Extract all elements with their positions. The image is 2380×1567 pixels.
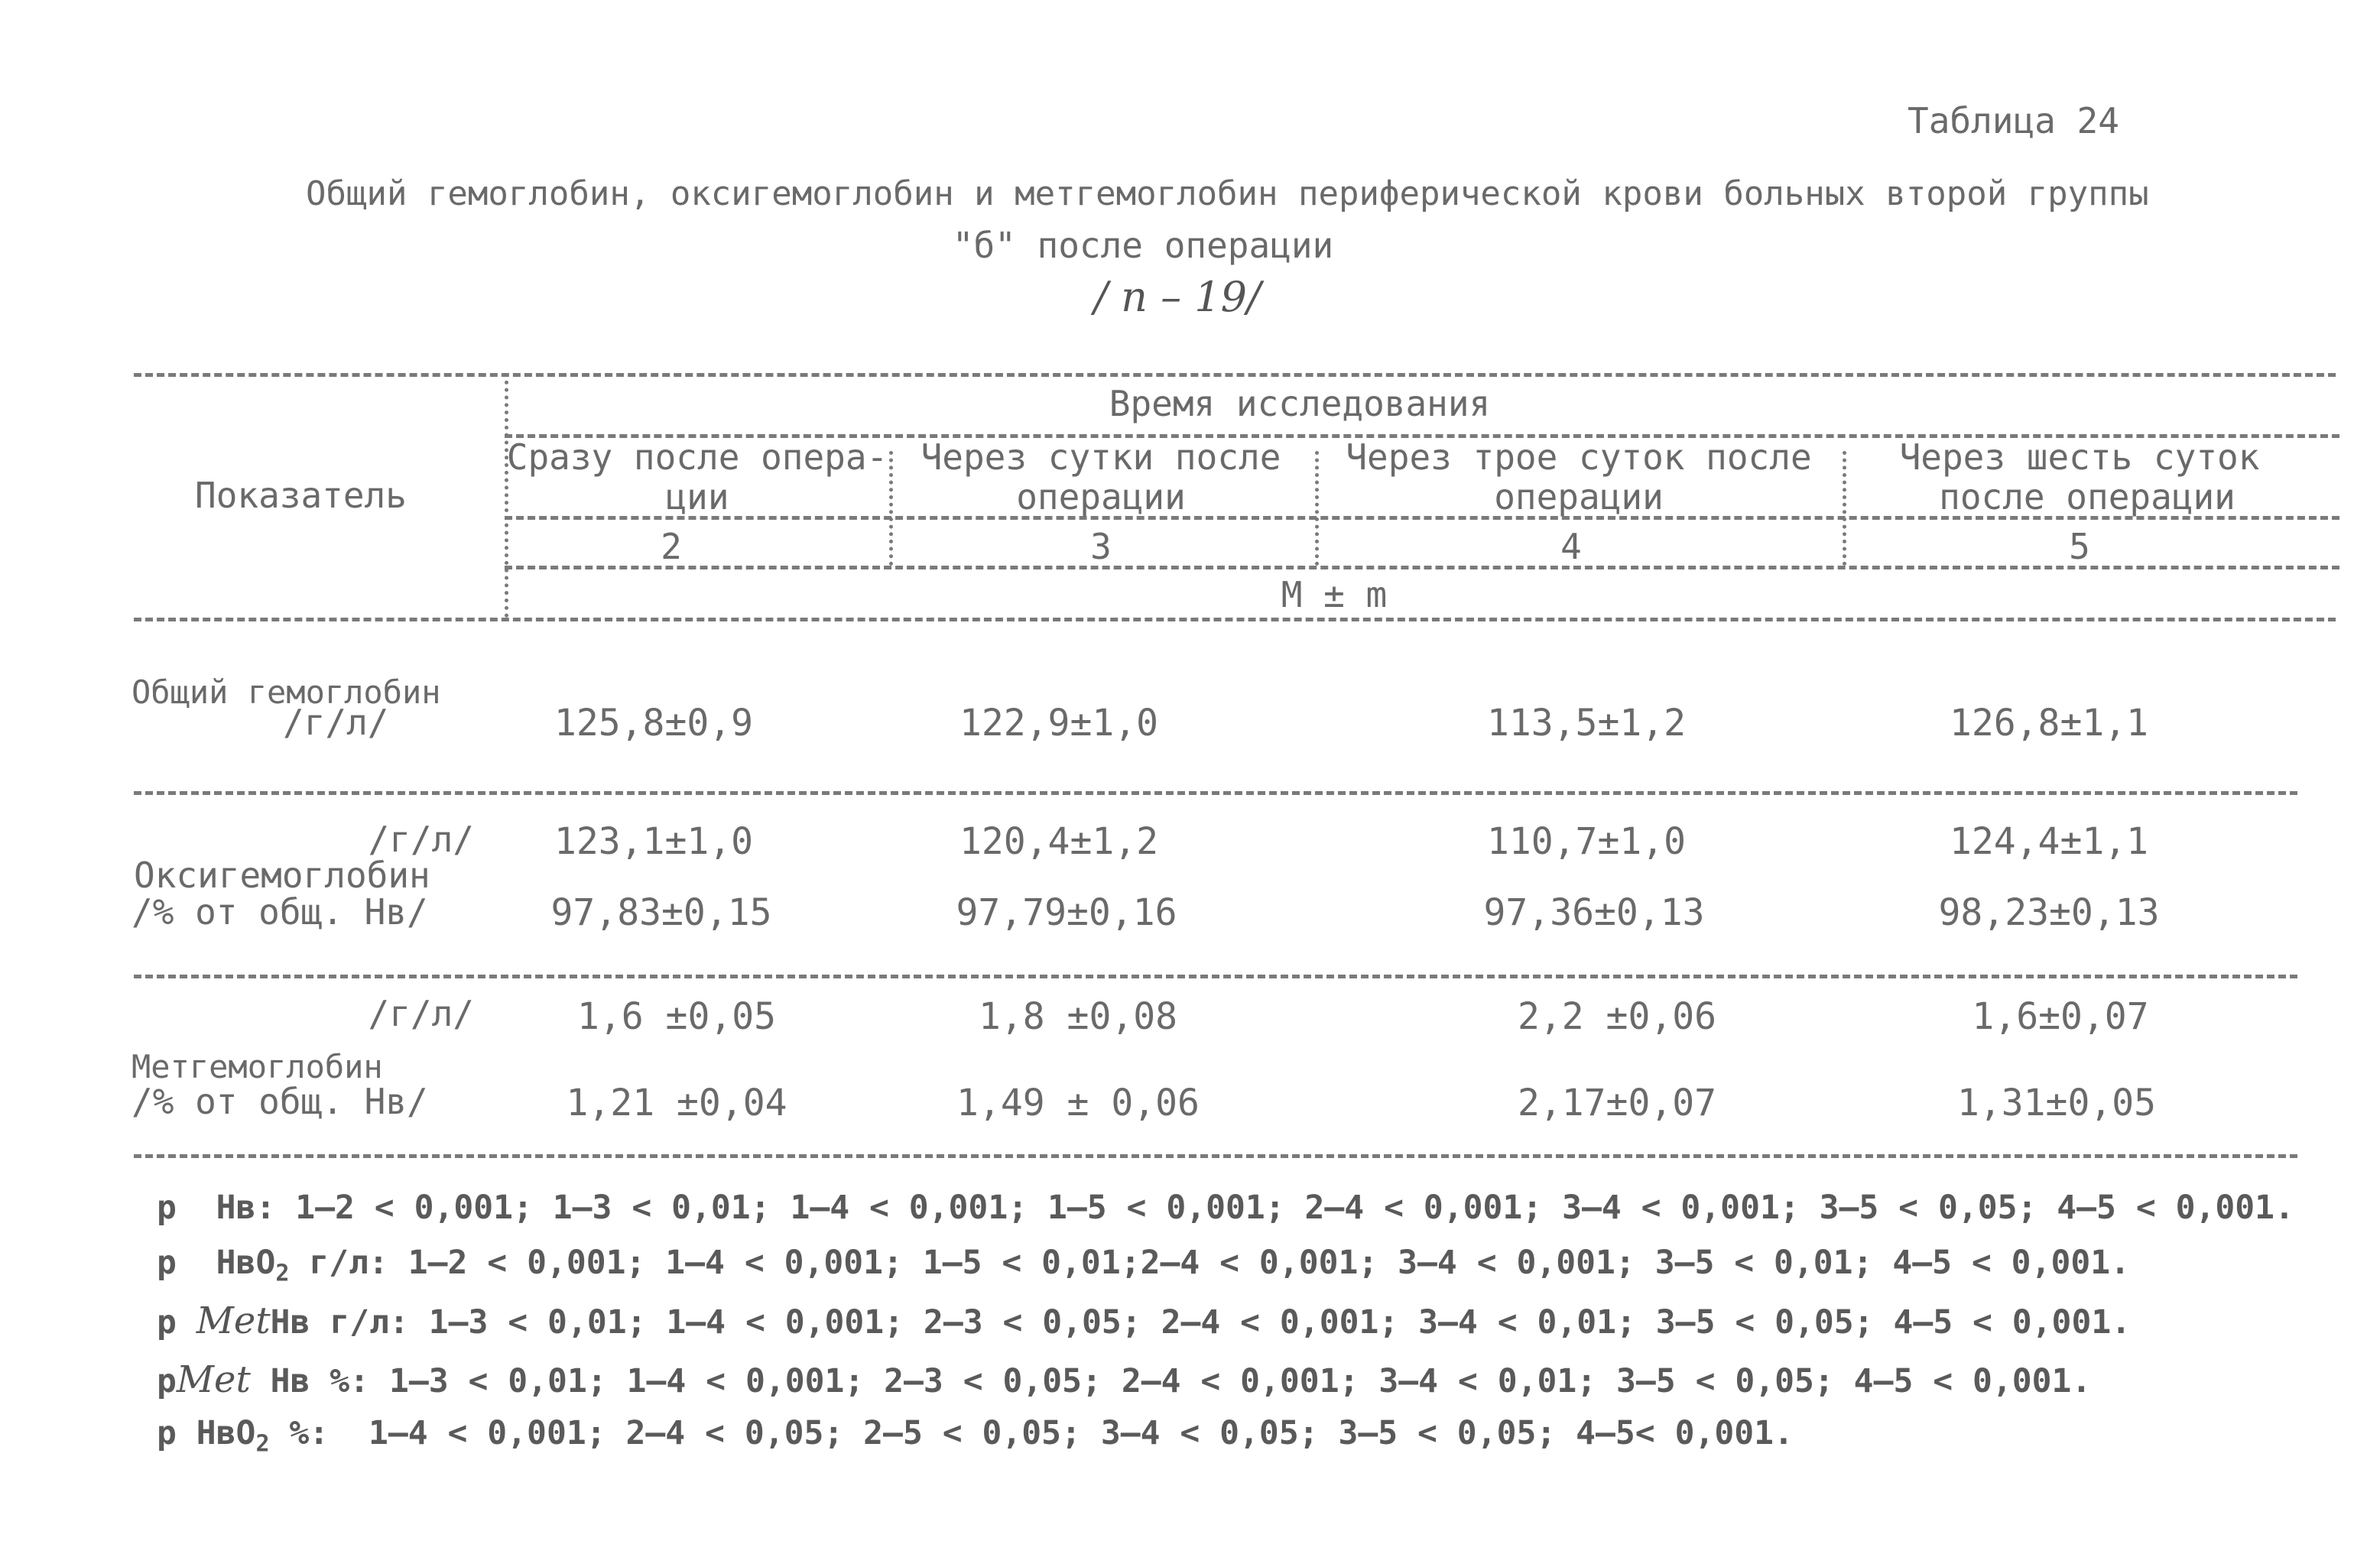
col4-header-line1: Через трое суток после <box>1346 436 1812 478</box>
note-hbo2-pct-label: p НвO <box>157 1414 256 1452</box>
note-met-pct-label: p <box>157 1362 177 1400</box>
oxy-pct-col5: 98,23±0,13 <box>1938 891 2160 934</box>
row-rule-1 <box>134 791 2297 795</box>
sample-size: / n – 19/ <box>1093 273 1261 321</box>
note-hbo2-g <box>157 1244 2130 1287</box>
col4-header-number: 4 <box>1560 526 1582 567</box>
oxy-pct-col3: 97,79±0,16 <box>956 891 1177 934</box>
table-title-line1: Общий гемоглобин, оксигемоглобин и метгемоглобин периферической крови больных второй группы <box>306 174 2149 213</box>
row-met-label: Метгемоглобин <box>132 1048 383 1085</box>
col5-header-line1: Через шесть суток <box>1899 436 2260 478</box>
row-oxy-unit-g: /г/л/ <box>368 819 474 860</box>
row-oxy-unit-pct: /% от общ. Нв/ <box>132 891 428 933</box>
met-g-col5: 1,6±0,07 <box>1972 995 2149 1038</box>
note-hbo2-g-label: p НвO <box>157 1244 276 1282</box>
row-met-unit-g: /г/л/ <box>368 993 474 1034</box>
row-total-hb-label: Общий гемоглобин <box>132 673 441 711</box>
table-title-line2: "б" после операции <box>952 225 1334 266</box>
met-pct-col5: 1,31±0,05 <box>1956 1082 2157 1124</box>
col3-header-number: 3 <box>1090 526 1112 567</box>
header-separator-c23 <box>889 451 893 566</box>
row-total-hb-unit: /г/л/ <box>283 702 389 743</box>
indicator-header: Показатель <box>195 475 407 516</box>
note-hb <box>157 1189 2294 1227</box>
note-hb-label: p Нв: <box>157 1189 276 1227</box>
col2-header-number: 2 <box>661 526 682 567</box>
header-separator-main <box>505 373 508 618</box>
time-group-header: Время исследования <box>1109 383 1491 424</box>
header-top-rule <box>134 373 2336 377</box>
oxy-g-col2: 123,1±1,0 <box>554 820 754 863</box>
total-hb-col5: 126,8±1,1 <box>1949 702 2149 745</box>
note-hb-text: 1–2 < 0,001; 1–3 < 0,01; 1–4 < 0,001; 1–5 < 0,001; 2–4 < 0,001; 3–4 < 0,001; 3–5 < 0,05; 4–5 < 0,001. <box>295 1189 2294 1227</box>
note-hbo2-pct <box>157 1414 1794 1458</box>
col2-header-line2: ции <box>665 476 729 517</box>
col5-header-number: 5 <box>2069 526 2090 567</box>
note-hbo2-g-sub: 2 <box>275 1260 290 1287</box>
total-hb-col4: 113,5±1,2 <box>1486 702 1687 745</box>
table-label: Таблица 24 <box>1908 100 2119 141</box>
note-met-pct-handwritten: Met <box>176 1358 251 1401</box>
note-met-g-text: Нв г/л: 1–3 < 0,01; 1–4 < 0,001; 2–3 < 0,05; 2–4 < 0,001; 3–4 < 0,01; 3–5 < 0,05; 4–5 < 0,001. <box>270 1303 2132 1342</box>
col4-header-line2: операции <box>1494 476 1664 517</box>
note-met-g <box>157 1299 2131 1342</box>
total-hb-col3: 122,9±1,0 <box>959 702 1159 745</box>
note-met-pct-text: Нв %: 1–3 < 0,01; 1–4 < 0,001; 2–3 < 0,05; 2–4 < 0,001; 3–4 < 0,01; 3–5 < 0,05; 4–5 < 0,001. <box>250 1362 2092 1400</box>
row-rule-2 <box>134 975 2297 978</box>
oxy-g-col4: 110,7±1,0 <box>1486 820 1687 863</box>
note-hbo2-g-text: г/л: 1–2 < 0,001; 1–4 < 0,001; 1–5 < 0,01;2–4 < 0,001; 3–4 < 0,001; 3–5 < 0,01; 4–5 < 0,001. <box>289 1244 2131 1282</box>
oxy-pct-col4: 97,36±0,13 <box>1483 891 1705 934</box>
met-g-col2: 1,6 ±0,05 <box>576 995 777 1038</box>
oxy-g-col5: 124,4±1,1 <box>1949 820 2149 863</box>
oxy-g-col3: 120,4±1,2 <box>959 820 1159 863</box>
met-pct-col3: 1,49 ± 0,06 <box>956 1082 1200 1124</box>
col2-header-line1: Сразу после опера- <box>506 436 888 478</box>
note-met-g-label: p <box>157 1303 196 1342</box>
col5-header-line2: после операции <box>1939 476 2236 517</box>
total-hb-col2: 125,8±0,9 <box>554 702 754 745</box>
met-pct-col4: 2,17±0,07 <box>1517 1082 1717 1124</box>
row-rule-3 <box>134 1154 2297 1158</box>
note-met-pct <box>157 1358 2091 1401</box>
note-hbo2-pct-sub: 2 <box>255 1430 270 1458</box>
col3-header-line2: операции <box>1016 476 1186 517</box>
header-bottom-rule <box>134 618 2336 621</box>
met-g-col4: 2,2 ±0,06 <box>1517 995 1717 1038</box>
col3-header-line1: Через сутки после <box>921 436 1281 478</box>
row-met-unit-pct: /% от общ. Нв/ <box>132 1081 428 1122</box>
header-rule-numbers <box>505 566 2339 569</box>
note-hbo2-pct-text: %: 1–4 < 0,001; 2–4 < 0,05; 2–5 < 0,05; 3–4 < 0,05; 3–5 < 0,05; 4–5< 0,001. <box>269 1414 1794 1452</box>
header-separator-c34 <box>1315 451 1319 566</box>
row-oxy-label: Оксигемоглобин <box>134 855 430 896</box>
header-separator-c45 <box>1843 451 1846 566</box>
met-g-col3: 1,8 ±0,08 <box>978 995 1178 1038</box>
oxy-pct-col2: 97,83±0,15 <box>550 891 772 934</box>
stat-header: M ± m <box>1281 574 1388 615</box>
met-pct-col2: 1,21 ±0,04 <box>566 1082 787 1124</box>
note-met-g-handwritten: Met <box>196 1299 271 1342</box>
